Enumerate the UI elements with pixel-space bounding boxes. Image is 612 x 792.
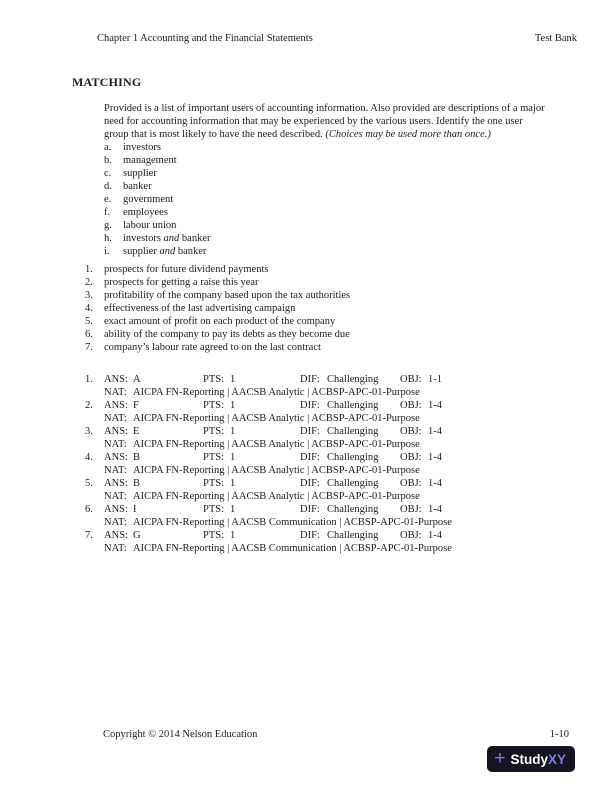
obj-value: 1-4 xyxy=(428,530,442,541)
nat-value: AICPA FN-Reporting | AACSB Analytic | ACBSP-APC-01-Purpose xyxy=(133,413,420,424)
pts-label: PTS: xyxy=(203,478,225,489)
choice-text: investors xyxy=(123,142,161,153)
need-number: 1. xyxy=(85,264,93,275)
choice-text: employees xyxy=(123,207,168,218)
ans-label: ANS: xyxy=(104,504,128,515)
studyxy-logo-badge[interactable] xyxy=(487,746,575,772)
ans-label: ANS: xyxy=(104,374,128,385)
choice-text: labour union xyxy=(123,220,177,231)
need-text: prospects for getting a raise this year xyxy=(104,277,259,288)
nat-label: NAT: xyxy=(104,387,127,398)
answer-line xyxy=(85,477,575,490)
choice-letter: e. xyxy=(104,194,112,205)
ans-value: E xyxy=(133,426,140,437)
obj-label: OBJ: xyxy=(400,374,422,385)
pts-label: PTS: xyxy=(203,452,225,463)
dif-label: DIF: xyxy=(300,452,320,463)
need-item xyxy=(85,302,555,315)
dif-label: DIF: xyxy=(300,504,320,515)
nat-label: NAT: xyxy=(104,491,127,502)
need-number: 4. xyxy=(85,303,93,314)
choice-text: management xyxy=(123,155,177,166)
obj-value: 1-4 xyxy=(428,478,442,489)
need-item xyxy=(85,328,555,341)
need-text: prospects for future dividend payments xyxy=(104,264,269,275)
ans-label: ANS: xyxy=(104,400,128,411)
need-item xyxy=(85,341,555,354)
dif-label: DIF: xyxy=(300,530,320,541)
obj-label: OBJ: xyxy=(400,452,422,463)
nat-line xyxy=(85,464,575,477)
need-item xyxy=(85,263,555,276)
dif-value: Challenging xyxy=(327,426,379,437)
nat-line xyxy=(85,412,575,425)
choice-text: government xyxy=(123,194,174,205)
need-number: 3. xyxy=(85,290,93,301)
choice-item xyxy=(104,167,524,180)
obj-label: OBJ: xyxy=(400,426,422,437)
header-doc-type: Test Bank xyxy=(534,33,577,44)
dif-value: Challenging xyxy=(327,400,379,411)
ans-value: A xyxy=(133,374,141,385)
pts-label: PTS: xyxy=(203,530,225,541)
ans-value: F xyxy=(133,400,139,411)
nat-value: AICPA FN-Reporting | AACSB Analytic | ACBSP-APC-01-Purpose xyxy=(133,439,420,450)
obj-label: OBJ: xyxy=(400,400,422,411)
instructions-paragraph xyxy=(104,102,546,141)
dif-label: DIF: xyxy=(300,374,320,385)
pts-value: 1 xyxy=(230,374,236,385)
answer-number: 4. xyxy=(85,452,93,463)
answer-number: 5. xyxy=(85,478,93,489)
need-number: 6. xyxy=(85,329,93,340)
need-number: 5. xyxy=(85,316,93,327)
ans-value: B xyxy=(133,478,141,489)
dif-value: Challenging xyxy=(327,374,379,385)
answer-line xyxy=(85,373,575,386)
choice-item xyxy=(104,193,524,206)
answer-line xyxy=(85,529,575,542)
choice-text: banker xyxy=(123,181,152,192)
dif-value: Challenging xyxy=(327,504,379,515)
ans-label: ANS: xyxy=(104,478,128,489)
need-item xyxy=(85,289,555,302)
choice-item xyxy=(104,232,524,245)
obj-label: OBJ: xyxy=(400,530,422,541)
choice-letter: c. xyxy=(104,168,112,179)
choice-letter: h. xyxy=(104,233,112,244)
choice-item xyxy=(104,206,524,219)
need-text: company’s labour rate agreed to on the last contract xyxy=(104,342,321,353)
choice-text: supplier xyxy=(123,168,157,179)
pts-value: 1 xyxy=(230,426,236,437)
nat-label: NAT: xyxy=(104,413,127,424)
obj-value: 1-1 xyxy=(428,374,442,385)
ans-label: ANS: xyxy=(104,452,128,463)
ans-label: ANS: xyxy=(104,426,128,437)
pts-value: 1 xyxy=(230,504,236,515)
nat-label: NAT: xyxy=(104,517,127,528)
obj-label: OBJ: xyxy=(400,504,422,515)
answer-line xyxy=(85,451,575,464)
instructions-text: Provided is a list of important users of accounting information. Also provided are descriptions of a major need for accounting information that may be experienced by the various users. Identify the one user group that is most likely to have the need described. xyxy=(104,103,545,140)
obj-value: 1-4 xyxy=(428,452,442,463)
nat-label: NAT: xyxy=(104,439,127,450)
answer-number: 7. xyxy=(85,530,93,541)
dif-value: Challenging xyxy=(327,530,379,541)
dif-label: DIF: xyxy=(300,426,320,437)
section-title: MATCHING xyxy=(72,75,142,89)
need-text: effectiveness of the last advertising campaign xyxy=(104,303,296,314)
pts-value: 1 xyxy=(230,478,236,489)
plus-icon: + xyxy=(494,747,506,769)
nat-value: AICPA FN-Reporting | AACSB Analytic | ACBSP-APC-01-Purpose xyxy=(133,387,420,398)
nat-label: NAT: xyxy=(104,465,127,476)
need-number: 2. xyxy=(85,277,93,288)
dif-value: Challenging xyxy=(327,478,379,489)
obj-label: OBJ: xyxy=(400,478,422,489)
choice-letter: f. xyxy=(104,207,111,218)
need-number: 7. xyxy=(85,342,93,353)
choice-item xyxy=(104,219,524,232)
ans-value: B xyxy=(133,452,141,463)
ans-label: ANS: xyxy=(104,530,128,541)
answer-number: 3. xyxy=(85,426,93,437)
choice-text: supplier and banker xyxy=(123,246,207,257)
choice-letter: b. xyxy=(104,155,112,166)
footer-page-number: 1-10 xyxy=(549,729,569,740)
answer-line xyxy=(85,503,575,516)
choice-item xyxy=(104,141,524,154)
nat-line xyxy=(85,542,575,555)
pts-value: 1 xyxy=(230,530,236,541)
need-text: profitability of the company based upon the tax authorities xyxy=(104,290,351,301)
pts-label: PTS: xyxy=(203,400,225,411)
choice-item xyxy=(104,245,524,258)
dif-label: DIF: xyxy=(300,400,320,411)
answer-line xyxy=(85,425,575,438)
answer-number: 2. xyxy=(85,400,93,411)
choice-letter: g. xyxy=(104,220,112,231)
pts-value: 1 xyxy=(230,452,236,463)
pts-label: PTS: xyxy=(203,426,225,437)
needs-list xyxy=(85,263,555,354)
choice-letter: a. xyxy=(104,142,112,153)
answer-number: 6. xyxy=(85,504,93,515)
choice-letter: d. xyxy=(104,181,112,192)
need-text: ability of the company to pay its debts as they become due xyxy=(104,329,350,340)
need-text: exact amount of profit on each product of the company xyxy=(104,316,336,327)
need-item xyxy=(85,315,555,328)
obj-value: 1-4 xyxy=(428,400,442,411)
ans-value: I xyxy=(133,504,137,515)
nat-value: AICPA FN-Reporting | AACSB Communication | ACBSP-APC-01-Purpose xyxy=(133,517,452,528)
nat-line xyxy=(85,386,575,399)
choice-item xyxy=(104,180,524,193)
footer-copyright: Copyright © 2014 Nelson Education xyxy=(103,729,258,740)
choice-letter: i. xyxy=(104,246,110,257)
dif-label: DIF: xyxy=(300,478,320,489)
answer-number: 1. xyxy=(85,374,93,385)
answers-list xyxy=(85,373,575,555)
obj-value: 1-4 xyxy=(428,504,442,515)
dif-value: Challenging xyxy=(327,452,379,463)
nat-label: NAT: xyxy=(104,543,127,554)
instructions-note: (Choices may be used more than once.) xyxy=(325,129,491,140)
nat-value: AICPA FN-Reporting | AACSB Analytic | ACBSP-APC-01-Purpose xyxy=(133,491,420,502)
pts-label: PTS: xyxy=(203,504,225,515)
pts-label: PTS: xyxy=(203,374,225,385)
nat-value: AICPA FN-Reporting | AACSB Analytic | ACBSP-APC-01-Purpose xyxy=(133,465,420,476)
choice-list xyxy=(104,141,524,258)
choice-item xyxy=(104,154,524,167)
nat-value: AICPA FN-Reporting | AACSB Communication | ACBSP-APC-01-Purpose xyxy=(133,543,452,554)
choice-text: investors and banker xyxy=(123,233,211,244)
obj-value: 1-4 xyxy=(428,426,442,437)
nat-line xyxy=(85,516,575,529)
ans-value: G xyxy=(133,530,141,541)
need-item xyxy=(85,276,555,289)
nat-line xyxy=(85,438,575,451)
header-chapter-title: Chapter 1 Accounting and the Financial Statements xyxy=(97,33,313,44)
brand-wordmark: StudyXY xyxy=(510,751,566,767)
nat-line xyxy=(85,490,575,503)
pts-value: 1 xyxy=(230,400,236,411)
answer-line xyxy=(85,399,575,412)
